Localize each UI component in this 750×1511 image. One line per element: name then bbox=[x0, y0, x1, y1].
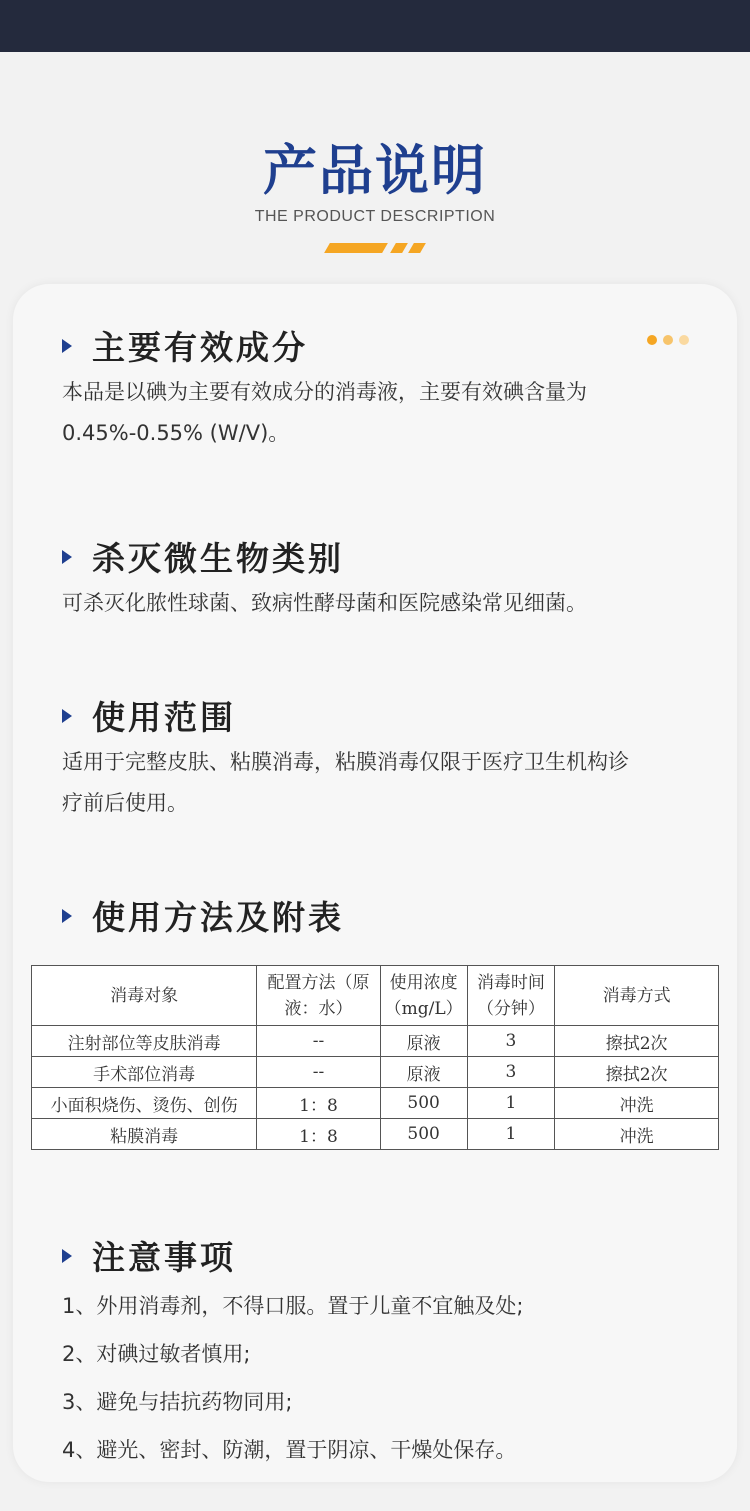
table-cell: 冲洗 bbox=[555, 1119, 719, 1150]
section-heading-ingredient: 主要有效成分 bbox=[62, 322, 308, 369]
usage-table bbox=[31, 965, 719, 1150]
table-cell: 1 bbox=[467, 1088, 555, 1119]
table-cell: 3 bbox=[467, 1026, 555, 1057]
table-cell: 冲洗 bbox=[555, 1088, 719, 1119]
triangle-bullet-icon bbox=[62, 709, 72, 723]
table-cell: 500 bbox=[380, 1088, 467, 1119]
decorative-stripes bbox=[323, 243, 427, 253]
table-cell: 手术部位消毒 bbox=[32, 1057, 257, 1088]
table-cell: 注射部位等皮肤消毒 bbox=[32, 1026, 257, 1057]
triangle-bullet-icon bbox=[62, 909, 72, 923]
table-cell: 500 bbox=[380, 1119, 467, 1150]
table-cell: 擦拭2次 bbox=[555, 1026, 719, 1057]
table-row bbox=[32, 1026, 719, 1057]
section-heading-microbe: 杀灭微生物类别 bbox=[62, 533, 344, 580]
triangle-bullet-icon bbox=[62, 550, 72, 564]
ingredient-text-line1: 本品是以碘为主要有效成分的消毒液，主要有效碘含量为 bbox=[62, 380, 587, 404]
table-cell: 1：8 bbox=[257, 1088, 380, 1119]
table-cell: 原液 bbox=[380, 1057, 467, 1088]
ingredient-text-line2: 0.45%-0.55% (W/V)。 bbox=[62, 421, 290, 445]
list-item: 3、避免与拮抗药物同用; bbox=[62, 1390, 293, 1414]
table-header-cell: 配置方法（原液：水） bbox=[257, 966, 380, 1026]
table-header-cell: 消毒方式 bbox=[555, 966, 719, 1026]
table-row bbox=[32, 1057, 719, 1088]
table-cell: 1 bbox=[467, 1119, 555, 1150]
table-cell: -- bbox=[257, 1026, 380, 1057]
table-cell: 小面积烧伤、烫伤、创伤 bbox=[32, 1088, 257, 1119]
decorative-dots bbox=[647, 330, 695, 349]
table-header-row bbox=[32, 966, 719, 1026]
triangle-bullet-icon bbox=[62, 339, 72, 353]
list-item: 4、避光、密封、防潮，置于阴凉、干燥处保存。 bbox=[62, 1438, 517, 1462]
triangle-bullet-icon bbox=[62, 1249, 72, 1263]
table-cell: 粘膜消毒 bbox=[32, 1119, 257, 1150]
table-cell: 原液 bbox=[380, 1026, 467, 1057]
microbe-text: 可杀灭化脓性球菌、致病性酵母菌和医院感染常见细菌。 bbox=[62, 591, 587, 615]
top-bar bbox=[0, 0, 750, 52]
table-row bbox=[32, 1088, 719, 1119]
table-cell: 1：8 bbox=[257, 1119, 380, 1150]
list-item: 2、对碘过敏者慎用; bbox=[62, 1342, 251, 1366]
section-heading-notes: 注意事项 bbox=[62, 1232, 236, 1279]
scope-text-line1: 适用于完整皮肤、粘膜消毒，粘膜消毒仅限于医疗卫生机构诊 bbox=[62, 750, 629, 774]
page-title: 产品说明 bbox=[263, 139, 487, 202]
page-subtitle: THE PRODUCT DESCRIPTION bbox=[254, 208, 496, 225]
table-cell: -- bbox=[257, 1057, 380, 1088]
table-row bbox=[32, 1119, 719, 1150]
table-cell: 3 bbox=[467, 1057, 555, 1088]
table-header-cell: 使用浓度（mg/L） bbox=[380, 966, 467, 1026]
list-item: 1、外用消毒剂，不得口服。置于儿童不宜触及处; bbox=[62, 1294, 524, 1318]
table-header-cell: 消毒时间（分钟） bbox=[467, 966, 555, 1026]
section-heading-method: 使用方法及附表 bbox=[62, 892, 344, 939]
table-cell: 擦拭2次 bbox=[555, 1057, 719, 1088]
section-heading-scope: 使用范围 bbox=[62, 692, 236, 739]
scope-text-line2: 疗前后使用。 bbox=[62, 791, 188, 815]
table-header-cell: 消毒对象 bbox=[32, 966, 257, 1026]
